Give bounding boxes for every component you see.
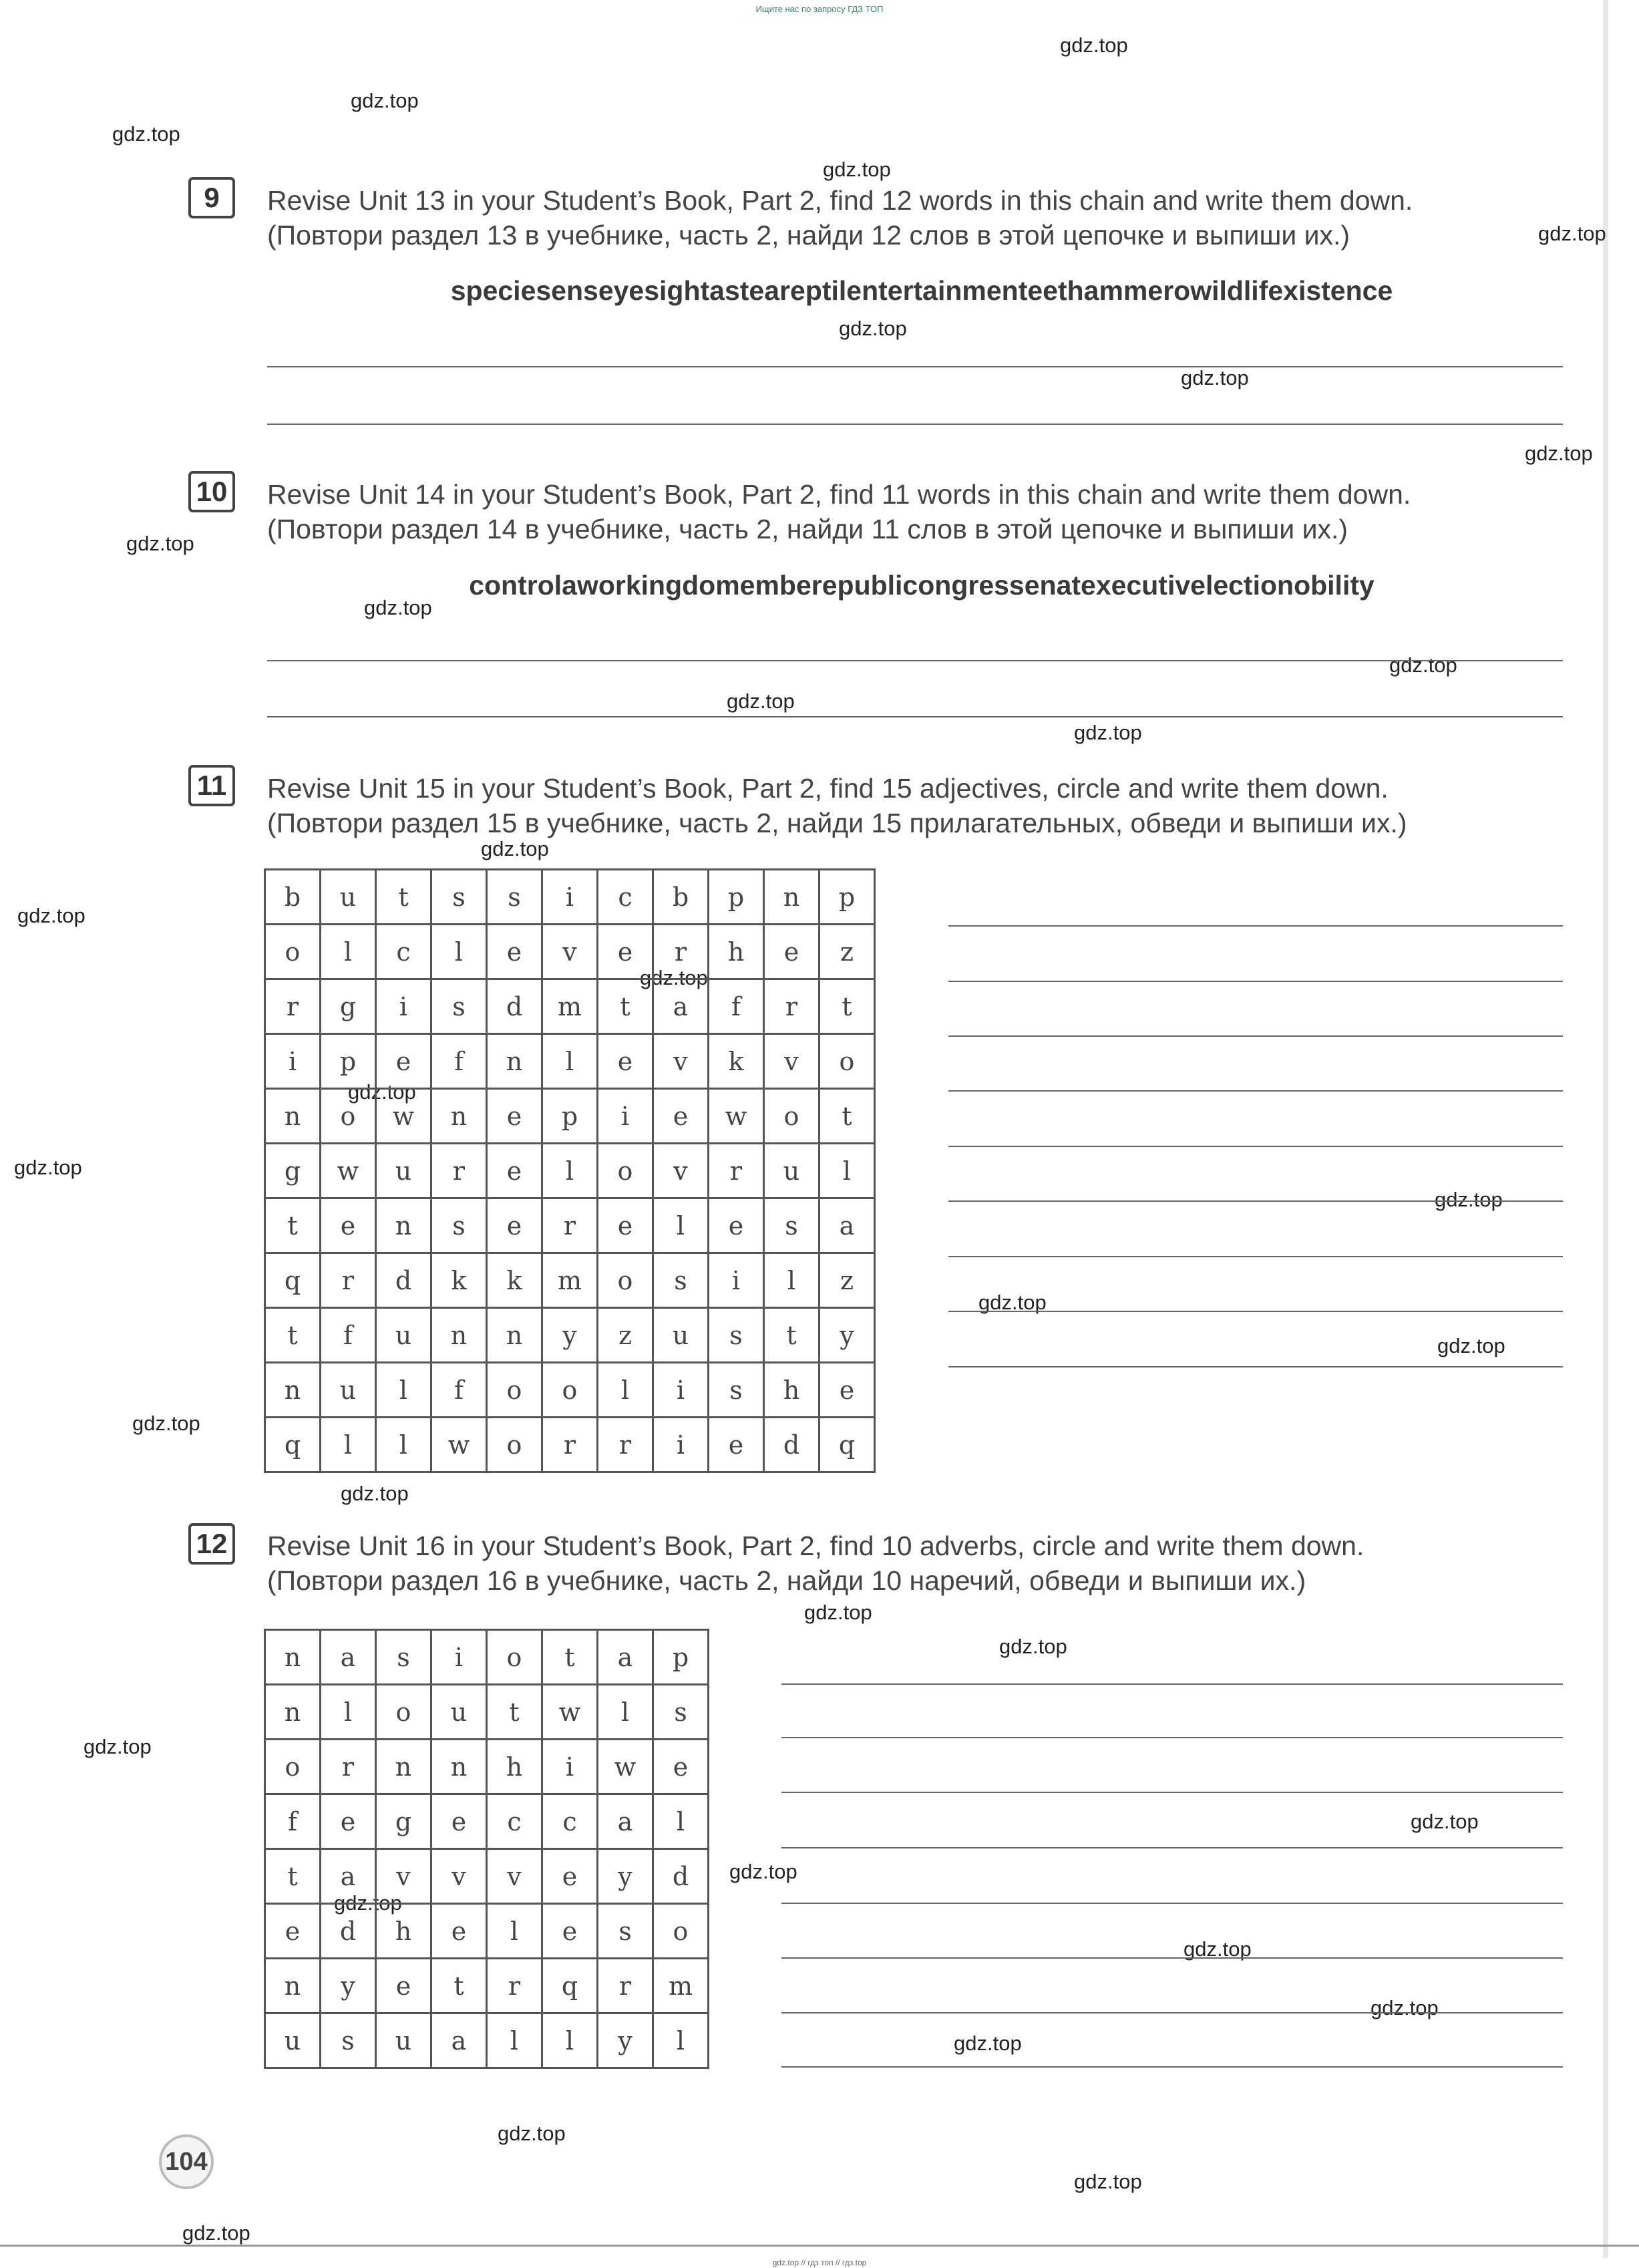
grid-cell[interactable]: b	[653, 870, 709, 925]
watermark: gdz.top	[1371, 1996, 1439, 2019]
watermark: gdz.top	[978, 1291, 1047, 1314]
grid-cell[interactable]: n	[265, 1685, 321, 1740]
watermark: gdz.top	[17, 904, 85, 927]
grid-cell[interactable]: e	[487, 1198, 542, 1253]
grid-row	[265, 1794, 709, 1849]
exercise-11-instruction-en: Revise Unit 15 in your Student’s Book, Part 2, find 15 adjectives, circle and write them down.	[267, 773, 1389, 804]
grid-cell[interactable]: i	[598, 1089, 653, 1144]
grid-cell[interactable]: d	[321, 1904, 376, 1959]
watermark: gdz.top	[112, 122, 180, 146]
grid-row	[265, 1418, 875, 1472]
answer-line[interactable]	[267, 424, 1563, 425]
grid-cell[interactable]: r	[542, 1418, 598, 1472]
page-right-edge	[1603, 0, 1608, 2258]
grid-cell[interactable]: n	[265, 1959, 321, 2013]
exercise-11-instruction	[267, 771, 1576, 840]
grid-cell[interactable]: t	[820, 1089, 875, 1144]
grid-row	[265, 1849, 709, 1904]
exercise-9-number: 9	[188, 177, 235, 218]
grid-cell[interactable]: w	[709, 1089, 764, 1144]
answer-line[interactable]	[267, 716, 1563, 717]
grid-cell[interactable]: p	[709, 870, 764, 925]
grid-cell[interactable]: n	[431, 1308, 487, 1363]
grid-cell[interactable]: p	[542, 1089, 598, 1144]
grid-cell[interactable]: f	[709, 979, 764, 1034]
exercise-10-word-chain: controlaworkingdomemberepublicongressenatexecutivelectionobility	[469, 570, 1375, 601]
grid-cell[interactable]: f	[321, 1308, 376, 1363]
answer-line[interactable]	[948, 925, 1563, 927]
grid-cell[interactable]: l	[321, 1418, 376, 1472]
answer-line[interactable]	[948, 1366, 1563, 1367]
watermark: gdz.top	[999, 1635, 1067, 1658]
grid-cell[interactable]: q	[820, 1418, 875, 1472]
grid-cell[interactable]: r	[321, 1740, 376, 1794]
grid-cell[interactable]: i	[653, 1363, 709, 1418]
grid-cell[interactable]: v	[431, 1849, 487, 1904]
grid-cell[interactable]: y	[542, 1308, 598, 1363]
grid-cell[interactable]: c	[598, 870, 653, 925]
watermark: gdz.top	[1435, 1188, 1503, 1211]
grid-cell[interactable]: b	[265, 870, 321, 925]
page-number: 104	[159, 2134, 214, 2189]
grid-cell[interactable]: u	[321, 1363, 376, 1418]
grid-cell[interactable]: a	[820, 1198, 875, 1253]
watermark: gdz.top	[823, 158, 891, 181]
grid-cell[interactable]: l	[653, 2013, 709, 2068]
watermark: gdz.top	[1525, 442, 1593, 465]
grid-cell[interactable]: s	[598, 1904, 653, 1959]
watermark: gdz.top	[729, 1860, 797, 1883]
grid-cell[interactable]: t	[820, 979, 875, 1034]
grid-cell[interactable]: u	[265, 2013, 321, 2068]
grid-cell[interactable]: f	[265, 1794, 321, 1849]
answer-line[interactable]	[781, 1903, 1563, 1904]
grid-cell[interactable]: g	[265, 1144, 321, 1198]
exercise-10-instruction-en: Revise Unit 14 in your Student’s Book, Part 2, find 11 words in this chain and write them down.	[267, 479, 1411, 510]
grid-row	[265, 2013, 709, 2068]
grid-cell[interactable]: l	[376, 1418, 431, 1472]
grid-row	[265, 1363, 875, 1418]
grid-cell[interactable]: e	[376, 1959, 431, 2013]
grid-row	[265, 1198, 875, 1253]
watermark: gdz.top	[1389, 653, 1457, 677]
grid-cell[interactable]: v	[653, 1034, 709, 1089]
grid-row	[265, 1630, 709, 1685]
exercise-10-instruction-ru: (Повтори раздел 14 в учебнике, часть 2, найди 11 слов в этой цепочке и выпиши их.)	[267, 514, 1348, 544]
grid-cell[interactable]: u	[431, 1685, 487, 1740]
watermark: gdz.top	[804, 1601, 872, 1624]
grid-cell[interactable]: y	[820, 1308, 875, 1363]
answer-line[interactable]	[781, 1683, 1563, 1685]
watermark: gdz.top	[640, 966, 708, 989]
grid-cell[interactable]: l	[321, 1685, 376, 1740]
grid-cell[interactable]: u	[376, 2013, 431, 2068]
watermark: gdz.top	[348, 1080, 416, 1104]
grid-cell[interactable]: r	[598, 1959, 653, 2013]
grid-cell[interactable]: w	[376, 1089, 431, 1144]
grid-cell[interactable]: a	[431, 2013, 487, 2068]
grid-cell[interactable]: r	[653, 925, 709, 979]
grid-cell[interactable]: l	[820, 1144, 875, 1198]
exercise-12-number: 12	[188, 1523, 235, 1565]
exercise-9-instruction-ru: (Повтори раздел 13 в учебнике, часть 2, найди 12 слов в этой цепочке и выпиши их.)	[267, 220, 1350, 251]
grid-cell[interactable]: w	[321, 1144, 376, 1198]
grid-cell[interactable]: v	[376, 1849, 431, 1904]
watermark: gdz.top	[83, 1735, 152, 1758]
grid-cell[interactable]: l	[487, 2013, 542, 2068]
watermark: gdz.top	[1181, 366, 1249, 389]
grid-cell[interactable]: l	[598, 1685, 653, 1740]
grid-cell[interactable]: e	[542, 1849, 598, 1904]
grid-row	[265, 1034, 875, 1089]
grid-cell[interactable]: n	[487, 1034, 542, 1089]
grid-cell[interactable]: c	[542, 1794, 598, 1849]
grid-cell[interactable]: y	[598, 1849, 653, 1904]
grid-cell[interactable]: o	[764, 1089, 820, 1144]
grid-row	[265, 1144, 875, 1198]
grid-cell[interactable]: t	[265, 1308, 321, 1363]
answer-line[interactable]	[781, 1957, 1563, 1959]
grid-cell[interactable]: a	[321, 1849, 376, 1904]
grid-cell[interactable]: d	[376, 1253, 431, 1308]
grid-cell[interactable]: m	[542, 1253, 598, 1308]
grid-cell[interactable]: h	[709, 925, 764, 979]
watermark: gdz.top	[1060, 33, 1128, 57]
grid-cell[interactable]: q	[265, 1253, 321, 1308]
grid-cell[interactable]: e	[653, 1740, 709, 1794]
grid-cell[interactable]: v	[487, 1849, 542, 1904]
exercise-12-instruction-en: Revise Unit 16 in your Student’s Book, Part 2, find 10 adverbs, circle and write them down.	[267, 1530, 1364, 1561]
watermark: gdz.top	[126, 532, 194, 555]
grid-cell[interactable]: n	[431, 1740, 487, 1794]
answer-line[interactable]	[948, 1090, 1563, 1092]
watermark: gdz.top	[14, 1156, 82, 1179]
grid-cell[interactable]: t	[265, 1198, 321, 1253]
grid-cell[interactable]: g	[321, 979, 376, 1034]
answer-line[interactable]	[781, 2066, 1563, 2068]
grid-cell[interactable]: p	[321, 1034, 376, 1089]
grid-cell[interactable]: o	[487, 1418, 542, 1472]
grid-cell[interactable]: s	[653, 1685, 709, 1740]
grid-row	[265, 1089, 875, 1144]
grid-cell[interactable]: l	[542, 2013, 598, 2068]
grid-cell[interactable]: y	[598, 2013, 653, 2068]
grid-cell[interactable]: e	[431, 1904, 487, 1959]
grid-cell[interactable]: a	[653, 979, 709, 1034]
watermark: gdz.top	[351, 89, 419, 112]
grid-cell[interactable]: e	[265, 1904, 321, 1959]
grid-cell[interactable]: h	[487, 1740, 542, 1794]
grid-cell[interactable]: s	[709, 1363, 764, 1418]
grid-cell[interactable]: o	[542, 1363, 598, 1418]
grid-cell[interactable]: e	[321, 1198, 376, 1253]
grid-cell[interactable]: o	[321, 1089, 376, 1144]
grid-cell[interactable]: h	[376, 1904, 431, 1959]
grid-cell[interactable]: i	[653, 1418, 709, 1472]
answer-line[interactable]	[781, 1737, 1563, 1738]
grid-cell[interactable]: c	[487, 1794, 542, 1849]
exercise-11-letter-grid	[264, 868, 876, 1473]
grid-cell[interactable]: h	[764, 1363, 820, 1418]
exercise-11-instruction-ru: (Повтори раздел 15 в учебнике, часть 2, найди 15 прилагательных, обведи и выпиши их.)	[267, 808, 1407, 838]
exercise-9-instruction-en: Revise Unit 13 in your Student’s Book, Part 2, find 12 words in this chain and write them down.	[267, 185, 1413, 216]
exercise-10-instruction	[267, 477, 1576, 546]
grid-cell[interactable]: q	[265, 1418, 321, 1472]
grid-cell[interactable]: m	[542, 979, 598, 1034]
grid-cell[interactable]: r	[265, 979, 321, 1034]
grid-cell[interactable]: e	[709, 1198, 764, 1253]
grid-cell[interactable]: n	[376, 1740, 431, 1794]
grid-cell[interactable]: d	[487, 979, 542, 1034]
exercise-10-number: 10	[188, 471, 235, 512]
exercise-12-letter-grid	[264, 1629, 709, 2069]
answer-line[interactable]	[948, 1035, 1563, 1037]
grid-cell[interactable]: s	[376, 1630, 431, 1685]
grid-cell[interactable]: p	[820, 870, 875, 925]
watermark: gdz.top	[839, 317, 907, 340]
grid-cell[interactable]: e	[598, 1198, 653, 1253]
header-note: Ищите нас по запросу ГДЗ ТОП	[755, 4, 884, 14]
grid-row	[265, 1740, 709, 1794]
watermark: gdz.top	[1074, 721, 1142, 744]
grid-cell[interactable]: l	[653, 1198, 709, 1253]
grid-cell[interactable]: n	[431, 1089, 487, 1144]
grid-cell[interactable]: i	[431, 1630, 487, 1685]
grid-cell[interactable]: z	[820, 925, 875, 979]
grid-cell[interactable]: o	[265, 925, 321, 979]
grid-cell[interactable]: t	[598, 979, 653, 1034]
watermark: gdz.top	[132, 1412, 200, 1435]
grid-cell[interactable]: n	[265, 1630, 321, 1685]
exercise-12-instruction-ru: (Повтори раздел 16 в учебнике, часть 2, найди 10 наречий, обведи и выпиши их.)	[267, 1565, 1306, 1596]
grid-cell[interactable]: e	[653, 1089, 709, 1144]
footer-note: gdz.top // гдз топ // гдз.top	[772, 2258, 867, 2267]
grid-cell[interactable]: l	[653, 1794, 709, 1849]
grid-cell[interactable]: a	[598, 1630, 653, 1685]
grid-cell[interactable]: n	[265, 1089, 321, 1144]
grid-row	[265, 925, 875, 979]
grid-cell[interactable]: r	[487, 1959, 542, 2013]
grid-row	[265, 1685, 709, 1740]
grid-cell[interactable]: l	[542, 1034, 598, 1089]
grid-row	[265, 1959, 709, 2013]
grid-cell[interactable]: y	[321, 1959, 376, 2013]
answer-line[interactable]	[948, 1256, 1563, 1257]
grid-cell[interactable]: s	[431, 870, 487, 925]
grid-cell[interactable]: v	[653, 1144, 709, 1198]
watermark: gdz.top	[341, 1482, 409, 1505]
grid-cell[interactable]: w	[542, 1685, 598, 1740]
grid-cell[interactable]: n	[265, 1363, 321, 1418]
grid-cell[interactable]: r	[598, 1418, 653, 1472]
grid-cell[interactable]: i	[542, 1740, 598, 1794]
grid-cell[interactable]: k	[487, 1253, 542, 1308]
grid-cell[interactable]: t	[431, 1959, 487, 2013]
grid-cell[interactable]: e	[709, 1418, 764, 1472]
grid-cell[interactable]: s	[653, 1253, 709, 1308]
watermark: gdz.top	[334, 1891, 402, 1915]
grid-cell[interactable]: i	[265, 1034, 321, 1089]
grid-cell[interactable]: l	[431, 925, 487, 979]
watermark: gdz.top	[954, 2032, 1022, 2055]
watermark: gdz.top	[481, 837, 549, 860]
grid-cell[interactable]: n	[376, 1198, 431, 1253]
watermark: gdz.top	[1437, 1334, 1505, 1357]
grid-cell[interactable]: s	[431, 979, 487, 1034]
grid-cell[interactable]: z	[820, 1253, 875, 1308]
grid-cell[interactable]: k	[431, 1253, 487, 1308]
grid-cell[interactable]: d	[653, 1849, 709, 1904]
grid-cell[interactable]: l	[542, 1144, 598, 1198]
grid-row	[265, 1308, 875, 1363]
grid-cell[interactable]: q	[542, 1959, 598, 2013]
grid-cell[interactable]: s	[487, 870, 542, 925]
grid-cell[interactable]: u	[376, 1144, 431, 1198]
grid-cell[interactable]: l	[376, 1363, 431, 1418]
grid-cell[interactable]: e	[487, 1089, 542, 1144]
grid-cell[interactable]: u	[321, 870, 376, 925]
grid-cell[interactable]: r	[321, 1253, 376, 1308]
grid-cell[interactable]: e	[321, 1794, 376, 1849]
grid-cell[interactable]: l	[598, 1363, 653, 1418]
grid-cell[interactable]: e	[598, 925, 653, 979]
grid-cell[interactable]: v	[764, 1034, 820, 1089]
grid-cell[interactable]: r	[709, 1144, 764, 1198]
grid-cell[interactable]: s	[431, 1198, 487, 1253]
grid-row	[265, 1904, 709, 1959]
grid-cell[interactable]: t	[265, 1849, 321, 1904]
answer-line[interactable]	[948, 981, 1563, 982]
exercise-11-number: 11	[188, 765, 235, 806]
exercise-12-instruction	[267, 1528, 1576, 1598]
answer-line[interactable]	[948, 1200, 1563, 1202]
grid-cell[interactable]: s	[764, 1198, 820, 1253]
grid-cell[interactable]: o	[820, 1034, 875, 1089]
grid-cell[interactable]: t	[487, 1685, 542, 1740]
grid-cell[interactable]: t	[376, 870, 431, 925]
grid-cell[interactable]: i	[542, 870, 598, 925]
answer-line[interactable]	[267, 660, 1563, 661]
grid-cell[interactable]: f	[431, 1363, 487, 1418]
answer-line[interactable]	[781, 2012, 1563, 2013]
grid-cell[interactable]: v	[542, 925, 598, 979]
grid-cell[interactable]: e	[598, 1034, 653, 1089]
grid-row	[265, 1253, 875, 1308]
answer-line[interactable]	[781, 1847, 1563, 1848]
grid-cell[interactable]: l	[321, 925, 376, 979]
watermark: gdz.top	[1074, 2170, 1142, 2193]
grid-cell[interactable]: i	[709, 1253, 764, 1308]
watermark: gdz.top	[498, 2122, 566, 2145]
grid-cell[interactable]: s	[709, 1308, 764, 1363]
grid-cell[interactable]: p	[653, 1630, 709, 1685]
exercise-9-word-chain: speciesenseyesightasteareptilentertainmenteethammerowildlifexistence	[450, 275, 1393, 306]
grid-row	[265, 979, 875, 1034]
grid-cell[interactable]: z	[598, 1308, 653, 1363]
grid-cell[interactable]: o	[598, 1144, 653, 1198]
grid-cell[interactable]: e	[764, 925, 820, 979]
grid-cell[interactable]: o	[265, 1740, 321, 1794]
grid-cell[interactable]: e	[820, 1363, 875, 1418]
grid-cell[interactable]: l	[764, 1253, 820, 1308]
watermark: gdz.top	[364, 596, 432, 619]
grid-cell[interactable]: o	[487, 1630, 542, 1685]
watermark: gdz.top	[182, 2221, 250, 2245]
grid-cell[interactable]: e	[376, 1034, 431, 1089]
grid-cell[interactable]: c	[376, 925, 431, 979]
grid-cell[interactable]: u	[653, 1308, 709, 1363]
watermark: gdz.top	[727, 689, 795, 713]
grid-cell[interactable]: f	[431, 1034, 487, 1089]
grid-cell[interactable]: n	[764, 870, 820, 925]
grid-cell[interactable]: o	[653, 1904, 709, 1959]
grid-cell[interactable]: o	[487, 1363, 542, 1418]
grid-cell[interactable]: m	[653, 1959, 709, 2013]
grid-cell[interactable]: e	[487, 925, 542, 979]
grid-cell[interactable]: o	[598, 1253, 653, 1308]
grid-cell[interactable]: i	[376, 979, 431, 1034]
answer-line[interactable]	[948, 1146, 1563, 1147]
watermark: gdz.top	[1183, 1937, 1252, 1961]
grid-cell[interactable]: a	[321, 1630, 376, 1685]
answer-line[interactable]	[781, 1792, 1563, 1793]
exercise-9-instruction	[267, 183, 1576, 253]
grid-cell[interactable]: e	[487, 1144, 542, 1198]
grid-cell[interactable]: t	[764, 1308, 820, 1363]
grid-cell[interactable]: u	[376, 1308, 431, 1363]
grid-cell[interactable]: s	[321, 2013, 376, 2068]
grid-cell[interactable]: d	[764, 1418, 820, 1472]
answer-line[interactable]	[948, 1311, 1563, 1312]
grid-row	[265, 870, 875, 925]
grid-cell[interactable]: g	[376, 1794, 431, 1849]
grid-cell[interactable]: n	[487, 1308, 542, 1363]
grid-cell[interactable]: w	[431, 1418, 487, 1472]
grid-cell[interactable]: t	[542, 1630, 598, 1685]
grid-cell[interactable]: e	[542, 1904, 598, 1959]
grid-cell[interactable]: e	[431, 1794, 487, 1849]
grid-cell[interactable]: r	[764, 979, 820, 1034]
grid-cell[interactable]: r	[542, 1198, 598, 1253]
grid-cell[interactable]: r	[431, 1144, 487, 1198]
answer-line[interactable]	[267, 366, 1563, 367]
grid-cell[interactable]: u	[764, 1144, 820, 1198]
grid-cell[interactable]: o	[376, 1685, 431, 1740]
grid-cell[interactable]: w	[598, 1740, 653, 1794]
grid-cell[interactable]: a	[598, 1794, 653, 1849]
watermark: gdz.top	[1411, 1810, 1479, 1833]
grid-cell[interactable]: k	[709, 1034, 764, 1089]
watermark: gdz.top	[1538, 222, 1606, 245]
grid-cell[interactable]: l	[487, 1904, 542, 1959]
